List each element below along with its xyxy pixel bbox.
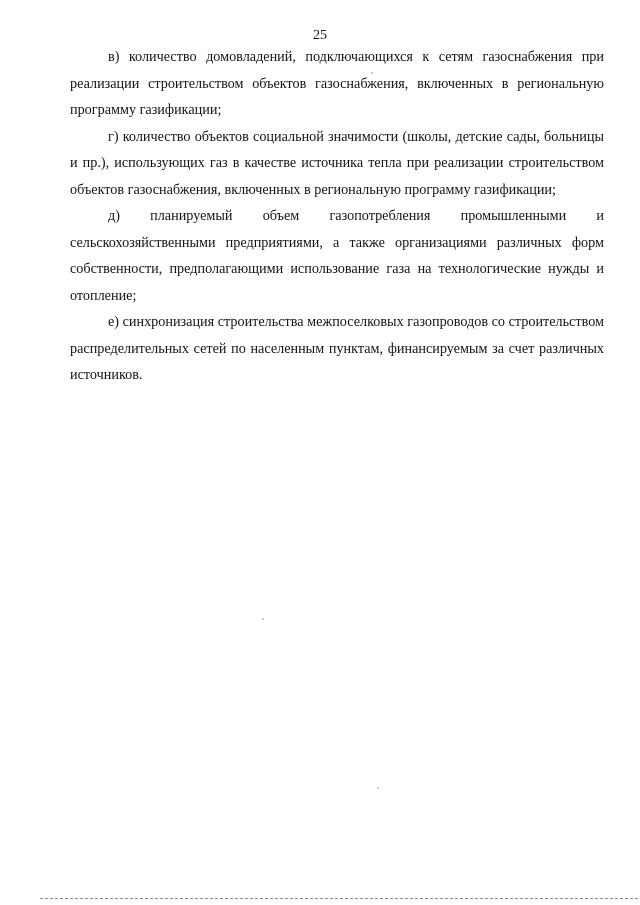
list-item-v: в) количество домовладений, подключающихся к сетям газоснабжения при реализации строительством объектов газоснабжения, включенных в региональную программу газификации; bbox=[70, 49, 604, 118]
page-number: 25 bbox=[313, 28, 327, 43]
scan-speck bbox=[377, 787, 379, 789]
scan-speck bbox=[371, 72, 373, 74]
scan-speck bbox=[262, 618, 264, 620]
list-item-e: е) синхронизация строительства межпоселковых газопроводов со строительством распределительных сетей по населенным пунктам, финансируемым за счет различных источников. bbox=[70, 314, 604, 383]
list-item-d: д) планируемый объем газопотребления промышленными и сельскохозяйственными предприятиями, а также организациями различных форм собственности, предполагающими использование газа на технологические нужды и отопление; bbox=[70, 208, 604, 304]
bottom-edge-line bbox=[40, 898, 638, 899]
document-body bbox=[70, 44, 604, 389]
list-item-g: г) количество объектов социальной значимости (школы, детские сады, больницы и пр.), использующих газ в качестве источника тепла при реализации строительством объектов газоснабжения, включенных в региональную программу газификации; bbox=[70, 128, 604, 198]
